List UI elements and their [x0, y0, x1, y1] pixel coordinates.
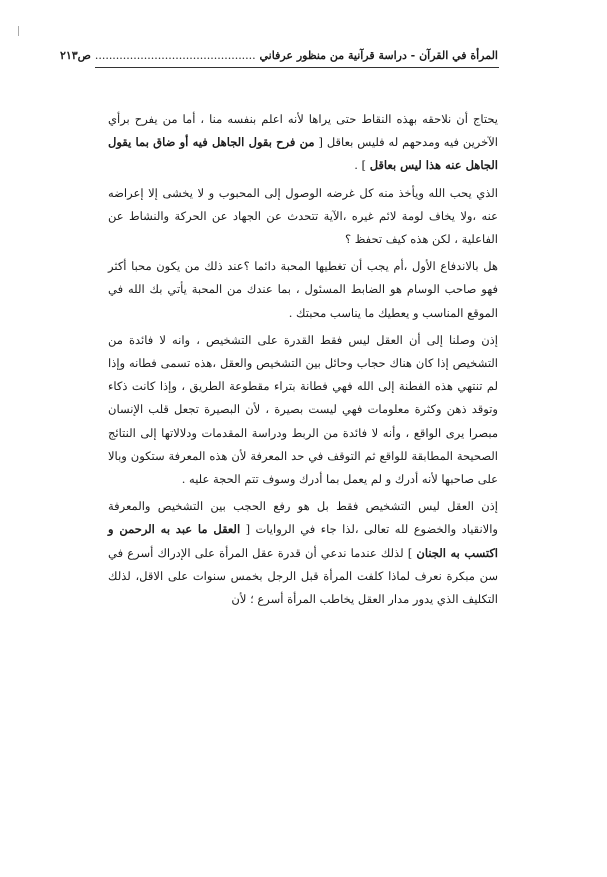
quoted-hadith: من فرح بقول الجاهل فيه أو ضاق بما يقول الجاهل عنه هذا ليس بعاقل [108, 135, 498, 173]
paragraph-text: ] لذلك عندما ندعي أن قدرة عقل المرأة على الإدراك أسرع في سن مبكرة نعرف لماذا كلفت المرأة قبل الرجل بخمس سنوات على الاقل، لذلك التكليف الذي يدور مدار العقل يخاطب المرأة أسرع ؛ لأن [108, 545, 498, 607]
paragraph-text: ] . [354, 158, 370, 173]
header-leader-dots: .............................................. [94, 49, 256, 62]
body-text [108, 108, 498, 615]
paragraph [108, 495, 498, 611]
paragraph-text: إذن العقل ليس التشخيص فقط بل هو رفع الحجب بين التشخيص والمعرفة والانقياد والخضوع لله تعالى ،لذا جاء في الروايات [ [108, 499, 498, 537]
margin-mark [18, 26, 21, 36]
quoted-hadith: العقل ما عبد به الرحمن و اكتسب به الجنان [108, 522, 499, 560]
paragraph [108, 108, 498, 178]
header-rule [95, 67, 499, 68]
paragraph [108, 255, 498, 325]
paragraph-text: هل بالاندفاع الأول ،أم يجب أن تغطيها المحبة دائما ؟عند ذلك من يكون محبا أكثر فهو صاحب الوسام هو الضابط المسئول ، بما عندك من المحبة يأتي بك الله في الموقع المناسب و يعطيك ما يناسب محبتك . [108, 259, 498, 320]
paragraph-text: يحتاج أن نلاحقه بهذه النقاط حتى يراها لأنه اعلم بنفسه منا ، أما من يفرح برأي الآخرين فيه ومدحهم له فليس بعاقل [ [108, 112, 498, 150]
header-title: المرأة في القرآن - دراسة قرآنية من منظور عرفاني [259, 49, 498, 62]
paragraph-text: الذي يحب الله ويأخذ منه كل غرضه الوصول إلى المحبوب و لا يخشى إلا إعراضه عنه ،ولا يخاف لومة لائم غيره ،الآية تتحدث عن الجهاد عن الحركة والنشاط عن الفاعلية ، لكن هذه كيف تحفظ ؟ [108, 185, 498, 247]
paragraph [108, 329, 498, 491]
paragraph [108, 182, 498, 252]
running-header [59, 48, 498, 64]
paragraph-text: إذن وصلنا إلى أن العقل ليس فقط القدرة على التشخيص ، وانه لا فائدة من التشخيص إذا كان هناك حجاب وحائل بين التشخيص والعقل ،هذه تسمى فطانه وإذا لم تنتهي هذه الفطنة إلى الله فهي فطانة بتراء مقطوعة الطريق ، وإذا كانت ذكاء وتوقد ذهن وكثرة معلومات فهي ليست بصيرة ، لأن البصيرة تجعل قلب الإنسان مبصرا يرى الواقع ، وأنه لا فائدة من الربط ودراسة المقدمات ودلالاتها إلى النتائج الصحيحة المطابقة للواقع ثم التوقف في حد المعرفة لأن هذه المعرفة ستكون وبالا على صاحبها لأنه أدرك و لم يعمل بما أدرك وسوف تتم الحجة عليه . [108, 332, 498, 487]
page-number: ص٢١٣ [59, 49, 91, 62]
